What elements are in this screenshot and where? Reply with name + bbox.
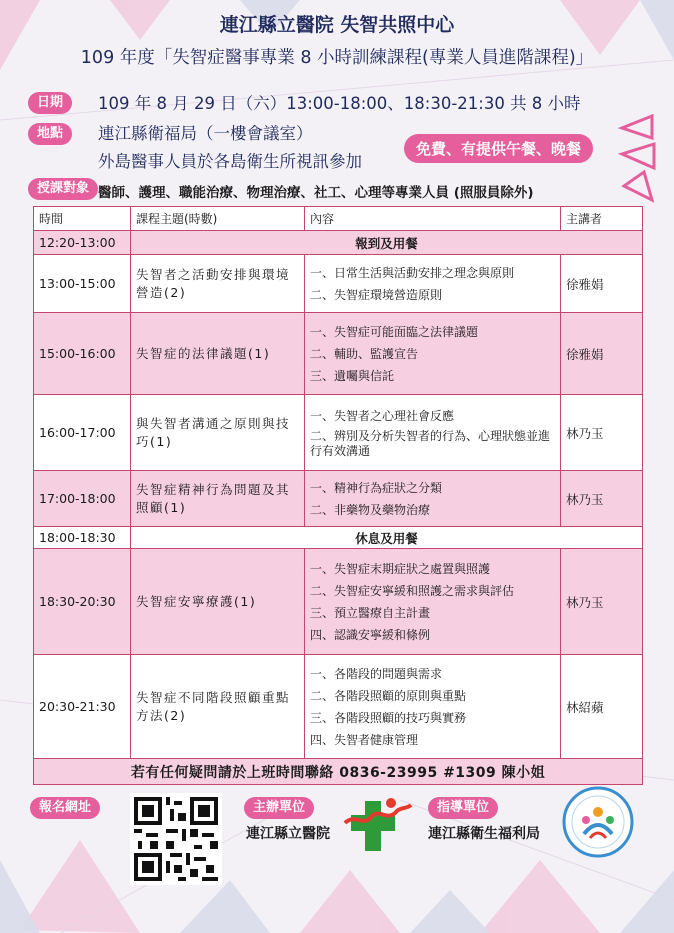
header-topic: 課程主題(時數) [131,207,305,231]
row-content [305,549,561,655]
content-item: 三、預立醫療自主計畫 [310,605,431,620]
content-item: 三、各階段照顧的技巧與實務 [310,710,467,725]
contact-row [34,759,643,785]
register-tag: 報名網址 [30,797,100,819]
row-content [305,655,561,759]
table-row [34,471,643,527]
content-item: 四、失智者健康管理 [310,732,419,747]
table-row [34,231,643,255]
row-speaker: 林乃玉 [561,549,643,655]
row-content [305,471,561,527]
row-topic: 失智症不同階段照顧重點方法(2) [131,655,305,759]
table-header-row [34,207,643,231]
decorative-triangles [614,114,664,204]
audience-tag: 授課對象 [28,178,98,200]
date-text: 109 年 8 月 29 日（六）13:00-18:00、18:30-21:30 共 8 小時 [98,94,581,113]
place-text: 連江縣衛福局（一樓會議室） [98,124,313,143]
row-topic: 失智者之活動安排與環境營造(2) [131,255,305,313]
row-time: 17:00-18:00 [34,471,131,527]
table-row [34,549,643,655]
organizer-name: 連江縣立醫院 [246,826,330,842]
row-time: 12:20-13:00 [34,231,131,255]
page-subtitle: 109 年度「失智症醫事專業 8 小時訓練課程(專業人員進階課程)」 [80,48,594,68]
hospital-cross-logo-icon [341,793,413,855]
header-speaker: 主講者 [561,207,643,231]
content-item: 一、日常生活與活動安排之理念與原則 [310,265,515,280]
table-row [34,255,643,313]
row-content [305,395,561,471]
row-time: 16:00-17:00 [34,395,131,471]
page-title: 連江縣立醫院 失智共照中心 [219,14,455,36]
row-speaker: 徐雅娟 [561,255,643,313]
table-row [34,313,643,395]
row-speaker: 林乃玉 [561,395,643,471]
row-topic: 失智症安寧療護(1) [131,549,305,655]
content-item: 一、精神行為症狀之分類 [310,480,443,495]
date-tag: 日期 [28,92,72,114]
row-break-text: 報到及用餐 [131,231,643,255]
content-item: 一、失智症末期症狀之處置與照護 [310,561,491,576]
content-item: 一、失智者之心理社會反應 [310,408,455,423]
qr-code-icon[interactable] [130,793,222,885]
row-speaker: 林乃玉 [561,471,643,527]
contact-text: 若有任何疑問請於上班時間聯絡 0836-23995 #1309 陳小姐 [34,759,643,785]
row-time: 15:00-16:00 [34,313,131,395]
row-time: 18:30-20:30 [34,549,131,655]
remote-text: 外島醫事人員於各島衛生所視訊參加 [98,152,362,171]
health-bureau-logo-icon [562,786,634,858]
row-topic: 失智症的法律議題(1) [131,313,305,395]
table-row [34,395,643,471]
row-content [305,313,561,395]
content-item: 二、辨別及分析失智者的行為、心理狀態並進行有效溝通 [310,428,551,458]
supervisor-name: 連江縣衛生福利局 [428,826,540,842]
organizer-tag: 主辦單位 [244,797,314,819]
row-time: 18:00-18:30 [34,527,131,549]
content-item: 二、失智症環境營造原則 [310,287,443,302]
content-item: 二、各階段照顧的原則與重點 [310,688,467,703]
row-time: 13:00-15:00 [34,255,131,313]
row-topic: 失智症精神行為問題及其照顧(1) [131,471,305,527]
table-row [34,655,643,759]
audience-text: 醫師、護理、職能治療、物理治療、社工、心理等專業人員 (照服員除外) [98,185,534,201]
schedule-table [33,206,643,785]
row-speaker: 林紹蘋 [561,655,643,759]
free-meals-badge: 免費、有提供午餐、晚餐 [404,134,593,163]
header-content: 內容 [305,207,561,231]
row-topic: 與失智者溝通之原則與技巧(1) [131,395,305,471]
content-item: 四、認識安寧緩和條例 [310,627,431,642]
place-tag: 地點 [28,123,72,145]
content-item: 一、各階段的問題與需求 [310,666,443,681]
row-speaker: 徐雅娟 [561,313,643,395]
supervisor-tag: 指導單位 [428,797,498,819]
header-time: 時間 [34,207,131,231]
row-content [305,255,561,313]
content-item: 二、輔助、監護宣告 [310,346,419,361]
content-item: 二、非藥物及藥物治療 [310,502,431,517]
row-break-text: 休息及用餐 [131,527,643,549]
content-item: 一、失智症可能面臨之法律議題 [310,324,479,339]
table-row [34,527,643,549]
content-item: 三、遺囑與信託 [310,368,395,383]
content-item: 二、失智症安寧緩和照護之需求與評估 [310,583,515,598]
row-time: 20:30-21:30 [34,655,131,759]
